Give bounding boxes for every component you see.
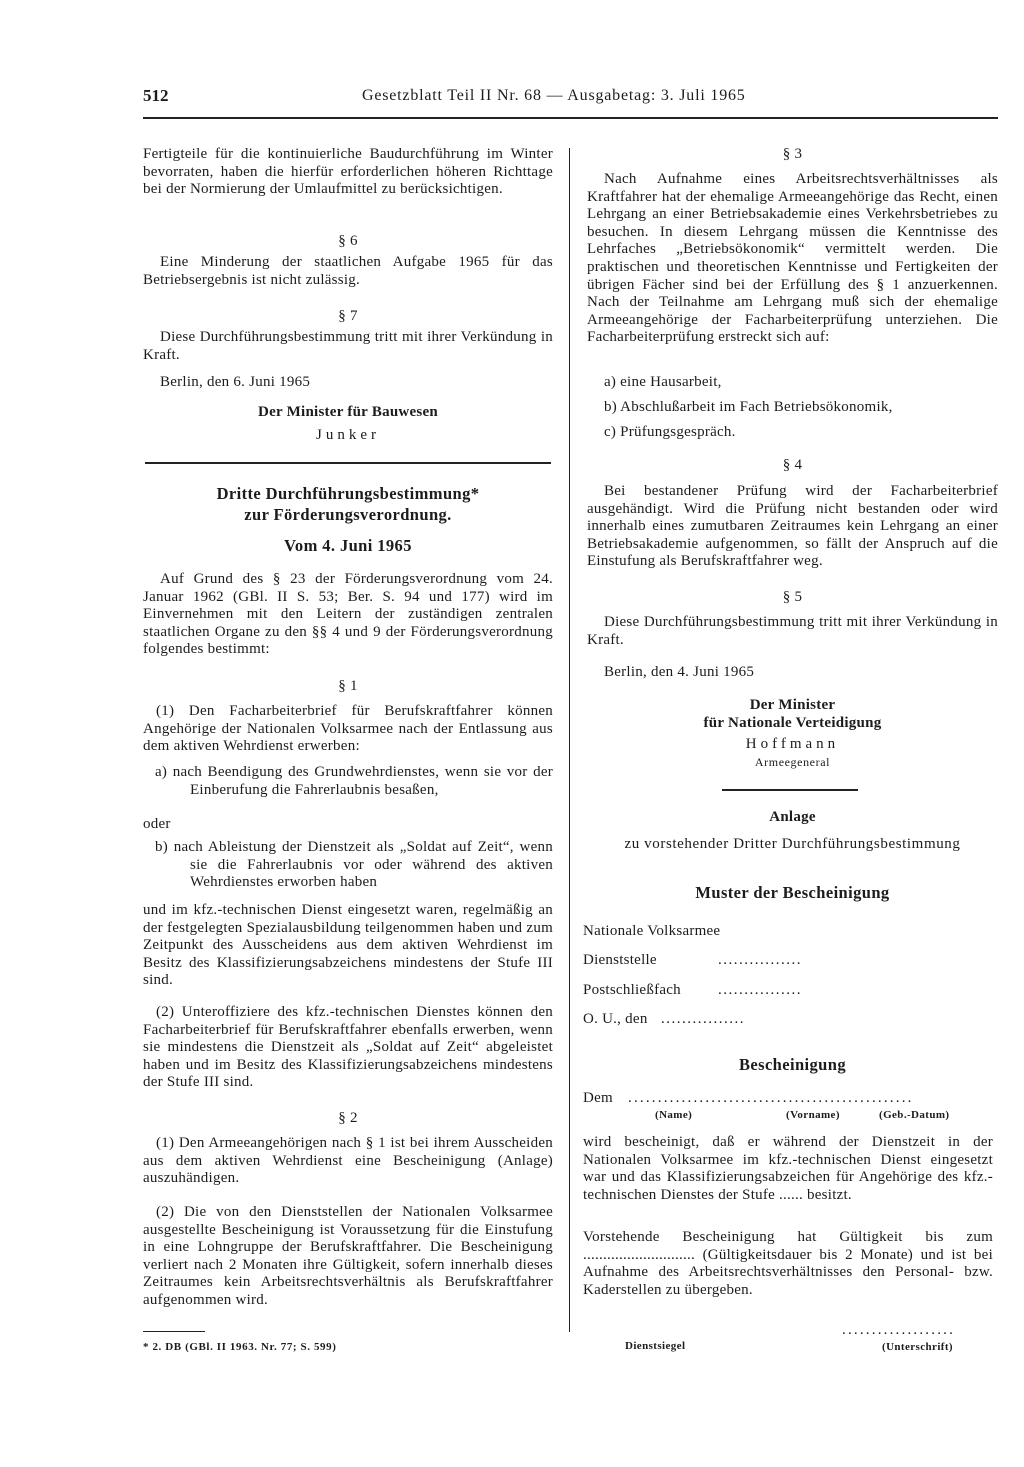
- footnote: * 2. DB (GBl. II 1963. Nr. 77; S. 599): [143, 1341, 337, 1353]
- recipient-label: Dem: [583, 1090, 613, 1106]
- section-4-heading: § 4: [782, 457, 803, 473]
- place-date-1: Berlin, den 6. Juni 1965: [160, 374, 311, 390]
- form-row-dots: ................: [718, 982, 802, 998]
- section-5-text: Diese Durchführungsbestimmung tritt mit ihrer Verkündung in Kraft.: [587, 614, 998, 648]
- signature-office-2b: für Nationale Verteidigung: [703, 715, 882, 731]
- section-separator-rule: [145, 462, 551, 464]
- decree-title: Dritte Durchführungsbestimmung*: [216, 484, 480, 503]
- field-label-birth-date: (Geb.-Datum): [879, 1109, 950, 1121]
- section-6-heading: § 6: [338, 233, 358, 249]
- form-row-label: Dienststelle: [583, 952, 657, 968]
- signature-name-1: Junker: [316, 427, 380, 443]
- item-label: b): [155, 839, 168, 855]
- exam-item-b: b) Abschlußarbeit im Fach Betriebsökonomik,: [604, 399, 893, 415]
- form-row-ou-date: [583, 1011, 993, 1029]
- section-1-item-a: [143, 764, 553, 799]
- signature-name-2: Hoffmann: [745, 736, 840, 752]
- form-row-dienststelle: [583, 952, 993, 970]
- exam-item-a: a) eine Hausarbeit,: [604, 374, 722, 390]
- decree-subtitle: zur Förderungsverordnung.: [244, 505, 452, 524]
- signature-rank: Armeegeneral: [754, 755, 831, 769]
- signature-label: (Unterschrift): [882, 1341, 953, 1353]
- page-number: 512: [143, 86, 169, 105]
- item-text: nach Beendigung des Grundwehrdienstes, wenn sie vor der Einberufung die Fahrerlaubnis besaßen,: [172, 764, 553, 798]
- section-1-or: oder: [143, 816, 171, 832]
- section-1-heading: § 1: [338, 678, 358, 694]
- section-1-paragraph-2: (2) Unteroffiziere des kfz.-technischen Dienstes können den Facharbeiterbrief für Berufskraftfahrer ebenfalls erwerben, wenn sie mindestens die Dienstzeit als „Soldat auf Zeit“ abgeleistet haben und im Besitz des Klassifizierungsabzeichens mindestens der Stufe III sind.: [143, 1004, 553, 1091]
- field-label-name: (Name): [655, 1109, 693, 1121]
- gazette-header-title: Gesetzblatt Teil II Nr. 68 — Ausgabetag: 3. Juli 1965: [362, 87, 746, 104]
- annex-rule: [722, 789, 858, 791]
- signature-dots: ...................: [842, 1322, 956, 1338]
- section-2-heading: § 2: [338, 1110, 358, 1126]
- certificate-recipient-line: [583, 1090, 993, 1108]
- section-3-text: Nach Aufnahme eines Arbeitsrechtsverhältnisses als Kraftfahrer hat der ehemalige Armeeangehörige das Recht, einen Lehrgang an einer Betriebsakademie eines Verkehrsbetriebes zu besuchen. In diesem Lehrgang müssen die Kenntnisse des Lehrfaches „Betriebsökonomik“ vermittelt werden. Die praktischen und theoretischen Kenntnisse und Fertigkeiten der übrigen Fächer sind bei der Erfüllung des § 1 anzuerkennen. Nach der Teilnahme am Lehrgang muß sich der ehemalige Armeeangehörige der Facharbeiterprüfung unterziehen. Die Facharbeiterprüfung erstreckt sich auf:: [587, 171, 998, 346]
- section-7-heading: § 7: [338, 308, 358, 324]
- form-title: Muster der Bescheinigung: [695, 883, 890, 902]
- certificate-title: Bescheinigung: [739, 1055, 846, 1074]
- place-date-2: Berlin, den 4. Juni 1965: [604, 664, 755, 680]
- seal-label: Dienstsiegel: [625, 1340, 686, 1352]
- form-row-dots: ................: [661, 1011, 745, 1027]
- form-unit: Nationale Volksarmee: [583, 923, 721, 939]
- decree-preamble: Auf Grund des § 23 der Förderungsverordnung vom 24. Januar 1962 (GBl. II S. 53; Ber. S. 94 und 177) wird im Einvernehmen mit den Leitern der zuständigen zentralen staatlichen Organe zu den §§ 4 und 9 der Förderungsverordnung folgendes bestimmt:: [143, 571, 553, 658]
- section-1-paragraph-1: (1) Den Facharbeiterbrief für Berufskraftfahrer können Angehörige der Nationalen Volksarmee nach der Entlassung aus dem aktiven Wehrdienst erwerben:: [143, 703, 553, 755]
- form-row-dots: ................: [718, 952, 802, 968]
- signature-office-2a: Der Minister: [749, 697, 836, 713]
- header-rule: [143, 117, 998, 119]
- section-1-item-b: [143, 839, 553, 892]
- field-label-first-name: (Vorname): [786, 1109, 840, 1121]
- form-row-postschliessfach: [583, 982, 993, 1000]
- section-1-continuation: und im kfz.-technischen Dienst eingesetzt waren, regelmäßig an der festgelegten Spezialausbildung teilgenommen haben und zum Zeitpunkt des Ausscheidens aus dem aktiven Wehrdienst im Besitz des Klassifizierungsabzeichens mindestens der Stufe III sind.: [143, 902, 553, 989]
- column-divider: [569, 148, 570, 1332]
- annex-title: Anlage: [769, 809, 816, 825]
- section-5-heading: § 5: [782, 589, 803, 605]
- certificate-text-2: Vorstehende Bescheinigung hat Gültigkeit bis zum ............................ (Gültigkeitsdauer bis 2 Monate) und ist bei Aufnahme des Arbeitsrechtsverhältnisses den Personal- bzw. Kaderstellen zu übergeben.: [583, 1229, 993, 1298]
- section-2-paragraph-1: (1) Den Armeeangehörigen nach § 1 ist bei ihrem Ausscheiden aus dem aktiven Wehrdienst eine Bescheinigung (Anlage) auszuhändigen.: [143, 1135, 553, 1187]
- annex-subtitle: zu vorstehender Dritter Durchführungsbestimmung: [624, 836, 961, 852]
- section-6-text: Eine Minderung der staatlichen Aufgabe 1965 für das Betriebsergebnis ist nicht zulässig.: [143, 254, 553, 288]
- footnote-rule: [143, 1331, 205, 1332]
- section-3-heading: § 3: [782, 146, 803, 162]
- recipient-dots: ................................................: [628, 1090, 914, 1106]
- decree-date: Vom 4. Juni 1965: [284, 536, 412, 555]
- item-label: a): [155, 764, 168, 780]
- section-2-paragraph-2: (2) Die von den Dienststellen der Nationalen Volksarmee ausgestellte Bescheinigung ist Voraussetzung für die Einstufung in eine Lohngruppe der Berufskraftfahrer. Die Bescheinigung verliert nach 2 Monaten ihre Gültigkeit, sofern innerhalb dieses Zeitraumes kein Arbeitsrechtsverhältnis als Berufskraftfahrer aufgenommen wird.: [143, 1204, 553, 1308]
- section-4-text: Bei bestandener Prüfung wird der Facharbeiterbrief ausgehändigt. Wird die Prüfung nicht bestanden oder wird innerhalb eines zumutbaren Zeitraumes kein Lehrgang an einer Betriebsakademie aufgenommen, so fällt der Anspruch auf die Einstufung als Berufskraftfahrer weg.: [587, 483, 998, 570]
- form-row-label: Postschließfach: [583, 982, 681, 998]
- item-text: nach Ableistung der Dienstzeit als „Soldat auf Zeit“, wenn sie die Fahrerlaubnis vor oder während des aktiven Wehrdienstes erworben haben: [173, 839, 554, 891]
- exam-item-c: c) Prüfungsgespräch.: [604, 424, 736, 440]
- certificate-text-1: wird bescheinigt, daß er während der Dienstzeit in der Nationalen Volksarmee im kfz.-technischen Dienst eingesetzt war und das Klassifizierungsabzeichen für Angehörige des kfz.-technischen Dienstes der Stufe ...... besitzt.: [583, 1134, 993, 1203]
- section-7-text: Diese Durchführungsbestimmung tritt mit ihrer Verkündung in Kraft.: [143, 329, 553, 363]
- form-row-label: O. U., den: [583, 1011, 648, 1027]
- signature-office-1: Der Minister für Bauwesen: [258, 404, 438, 420]
- continuation-paragraph: Fertigteile für die kontinuierliche Baudurchführung im Winter bevorraten, haben die hierfür erforderlichen höheren Richttage bei der Normierung der Umlaufmittel zu berücksichtigen.: [143, 146, 553, 198]
